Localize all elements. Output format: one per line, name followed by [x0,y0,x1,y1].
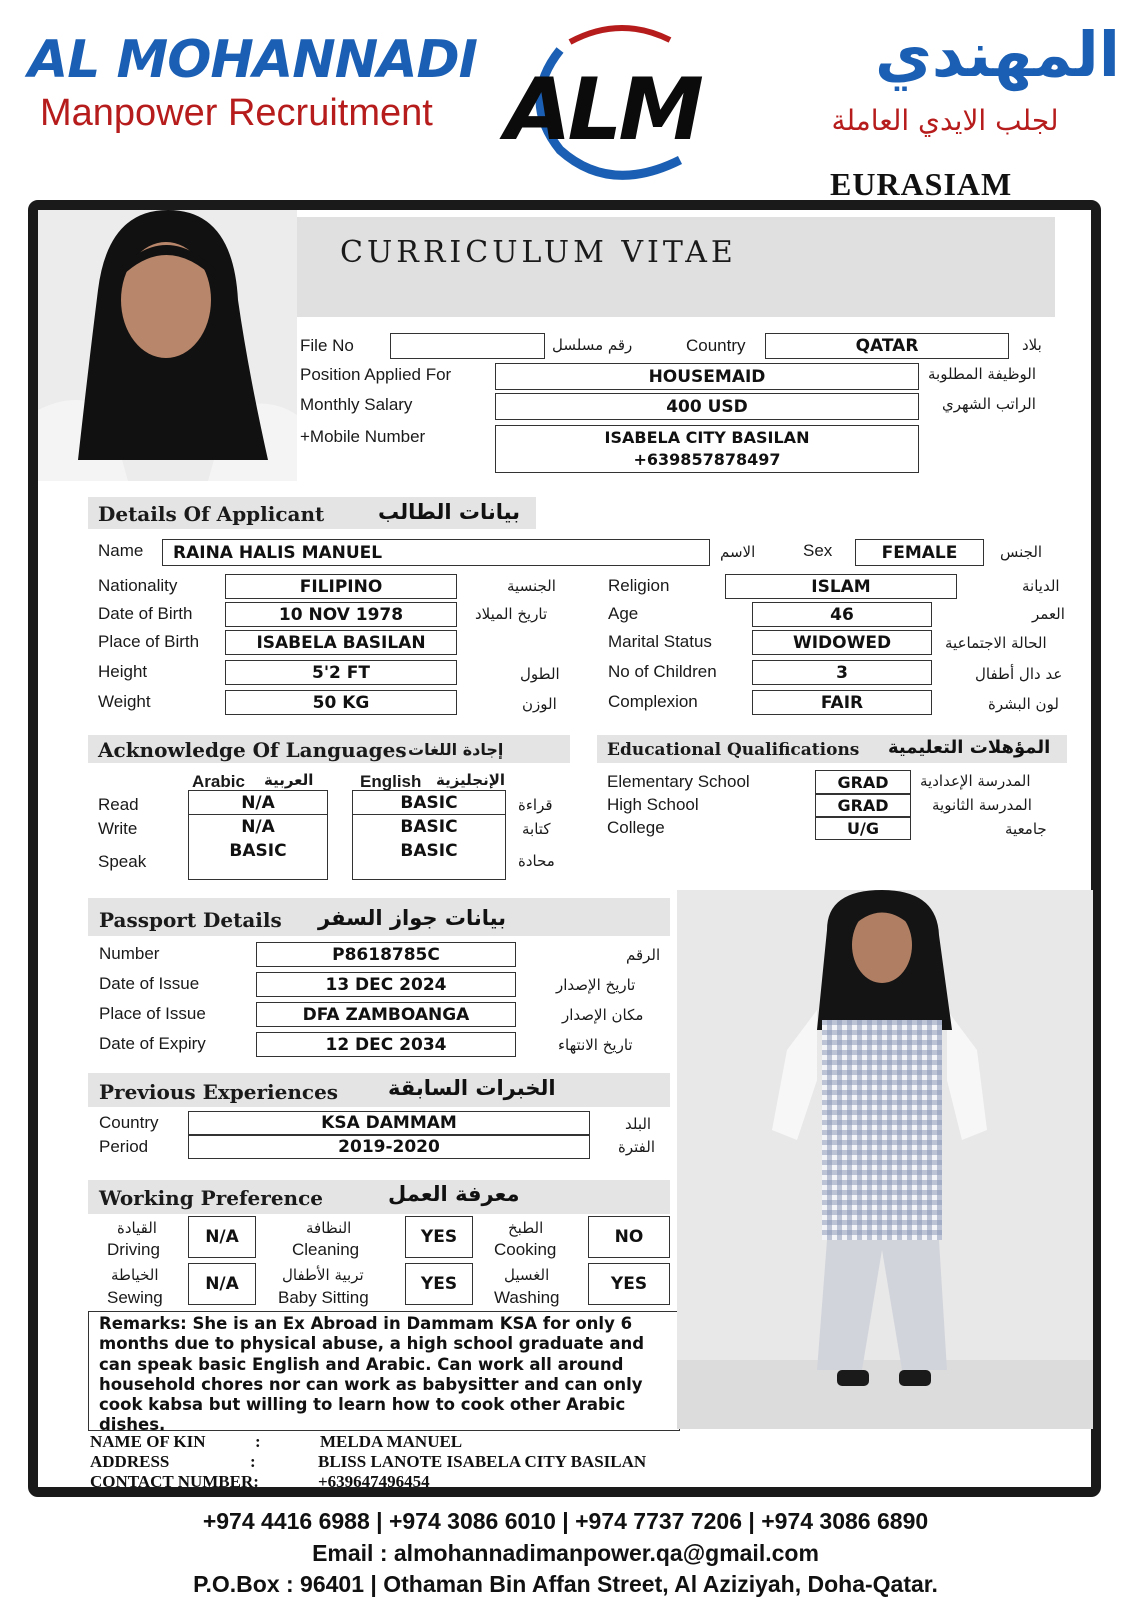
footer-phones: +974 4416 6988 | +974 3086 6010 | +974 7737 7206 | +974 3086 6890 [202,1508,929,1534]
salary-label: Monthly Salary [300,395,413,414]
driving-field: N/A [188,1216,256,1258]
write-english-value: BASIC [400,816,458,837]
exp-period-field: 2019-2020 [188,1135,590,1159]
elementary-label: Elementary School [607,772,750,791]
arabic-col-label-ar: العربية [264,771,314,789]
languages-section-title: Acknowledge Of Languages [98,738,407,762]
country-label: Country [686,336,746,355]
pob-field: ISABELA BASILAN [225,630,457,655]
mobile-field [495,425,919,473]
brand-tagline-en: Manpower Recruitment [40,92,433,134]
write-arabic-value: N/A [241,816,275,837]
write-label-ar: كتابة [522,820,551,838]
marital-field: WIDOWED [752,630,932,655]
languages-section-title-ar: إجادة اللغات [408,740,504,759]
footer-email: Email : almohannadimanpower.qa@gmail.com [312,1540,819,1566]
kin-address-value: BLISS LANOTE ISABELA CITY BASILAN [318,1452,647,1471]
brand-name-en: AL MOHANNADI [28,30,477,90]
college-label-ar: جامعية [1005,820,1047,838]
applicant-section-title: Details Of Applicant [98,502,325,526]
kin-contact-value: +639647496454 [318,1472,430,1491]
washing-label: Washing [494,1288,560,1307]
nationality-field: FILIPINO [225,574,457,599]
cleaning-label: Cleaning [292,1240,360,1259]
kin-address-label: ADDRESS [90,1452,170,1471]
sewing-label: Sewing [107,1288,163,1307]
nationality-label: Nationality [98,576,178,595]
country-field: QATAR [765,333,1009,359]
sewing-field: N/A [188,1263,256,1305]
passport-expiry-label: Date of Expiry [99,1034,206,1053]
speak-label: Speak [98,852,147,871]
cooking-field: NO [588,1216,670,1258]
mobile-line-2: +639857878497 [633,450,781,469]
education-section-title-ar: المؤهلات التعليمية [888,737,1051,758]
read-english-value: BASIC [400,792,458,813]
agency-name: EURASIAM [830,166,1013,202]
read-label: Read [98,795,139,814]
complexion-label: Complexion [608,692,698,711]
age-label-ar: العمر [1032,605,1065,623]
passport-number-label: Number [99,944,160,963]
education-section-title: Educational Qualifications [607,740,860,760]
footer-address: P.O.Box : 96401 | Othaman Bin Affan Street, Al Aziziyah, Doha-Qatar. [193,1571,938,1597]
read-label-ar: قراءة [518,796,553,814]
highschool-label: High School [607,795,699,814]
passport-place-label-ar: مكان الإصدار [562,1006,644,1024]
religion-label-ar: الديانة [1022,577,1060,595]
remarks-box: Remarks: She is an Ex Abroad in Dammam KSA for only 6 months due to physical abuse, a high school graduate and can speak basic English and Arabic. Can work all around household chores nor can work as babysitter and can only cook kabsa but willing to learn how to cook other Arabic dishes. [88,1311,680,1431]
children-label: No of Children [608,662,717,681]
nationality-label-ar: الجنسية [507,577,556,595]
position-label-ar: الوظيفة المطلوبة [928,365,1036,383]
write-label: Write [98,819,138,838]
washing-field: YES [588,1263,670,1305]
exp-country-label-ar: البلد [625,1115,652,1133]
height-label-ar: الطول [520,665,560,683]
sex-label: Sex [803,541,833,560]
cleaning-label-ar: النظافة [306,1219,352,1237]
children-label-ar: عد دال أطفال [975,665,1063,683]
sex-label-ar: الجنس [1000,543,1043,561]
highschool-field: GRAD [815,794,911,817]
experience-section-title: Previous Experiences [99,1080,339,1104]
passport-number-label-ar: الرقم [626,946,661,964]
salary-label-ar: الراتب الشهري [942,395,1036,413]
elementary-label-ar: المدرسة الإعدادية [920,772,1031,790]
speak-english-value: BASIC [400,840,458,861]
babysitting-label: Baby Sitting [278,1288,369,1307]
kin-name-label: NAME OF KIN [90,1432,206,1451]
height-field: 5'2 FT [225,660,457,685]
file-no-label-ar: رقم مسلسل [552,336,633,354]
exp-period-label: Period [99,1137,149,1156]
exp-country-label: Country [99,1113,159,1132]
kin-contact-label: CONTACT NUMBER: [90,1472,259,1491]
dob-field: 10 NOV 1978 [225,602,457,627]
complexion-field: FAIR [752,690,932,715]
speak-label-ar: محادة [518,852,555,870]
cooking-label-ar: الطبخ [508,1219,544,1237]
dob-label: Date of Birth [98,604,193,623]
name-label: Name [98,541,144,560]
sex-field: FEMALE [855,539,984,566]
exp-period-label-ar: الفترة [618,1138,655,1156]
brand-name-ar: المهندي [875,18,1120,91]
mobile-line-1: ISABELA CITY BASILAN [604,428,810,447]
read-arabic-value: N/A [241,792,275,813]
speak-arabic-value: BASIC [229,840,287,861]
passport-place-label: Place of Issue [99,1004,206,1023]
applicant-portrait-photo [38,210,297,481]
elementary-field: GRAD [815,770,911,794]
marital-label-ar: الحالة الاجتماعية [945,634,1047,652]
brand-tagline-ar: لجلب الايدي العاملة [831,104,1059,137]
kin-address-colon: : [250,1452,256,1471]
weight-label-ar: الوزن [522,695,557,713]
driving-label: Driving [107,1240,160,1259]
arabic-divider [188,814,328,815]
alm-logo-text: ALM [505,60,700,160]
preference-section-title-ar: معرفة العمل [388,1182,520,1206]
applicant-fullbody-photo [677,890,1093,1429]
passport-issue-label-ar: تاريخ الإصدار [556,976,636,994]
name-label-ar: الاسم [720,543,756,561]
driving-label-ar: القيادة [117,1219,157,1237]
college-label: College [607,818,665,837]
religion-field: ISLAM [725,574,957,599]
weight-field: 50 KG [225,690,457,715]
exp-country-field: KSA DAMMAM [188,1111,590,1135]
position-label: Position Applied For [300,365,452,384]
washing-label-ar: الغسيل [504,1266,550,1284]
highschool-label-ar: المدرسة الثانوية [932,796,1032,814]
cv-title: CURRICULUM VITAE [340,235,737,270]
babysitting-field: YES [405,1263,473,1305]
position-field: HOUSEMAID [495,363,919,390]
babysitting-label-ar: تربية الأطفال [282,1266,364,1284]
age-label: Age [608,604,639,623]
applicant-section-title-ar: بيانات الطالب [378,500,521,524]
kin-name-value: MELDA MANUEL [320,1432,463,1451]
passport-section-title-ar: بيانات جواز السفر [318,906,507,930]
salary-field: 400 USD [495,393,919,420]
experience-section-title-ar: الخبرات السابقة [388,1076,556,1100]
mobile-label: +Mobile Number [300,427,426,446]
passport-issue-label: Date of Issue [99,974,200,993]
english-col-label: English [360,772,422,791]
preference-section-title: Working Preference [99,1186,323,1210]
country-label-ar: بلاد [1022,336,1042,354]
passport-expiry-field: 12 DEC 2034 [256,1032,516,1057]
name-field: RAINA HALIS MANUEL [162,539,710,566]
file-no-label: File No [300,336,354,355]
passport-expiry-label-ar: تاريخ الانتهاء [558,1036,633,1054]
college-field: U/G [815,817,911,840]
complexion-label-ar: لون البشرة [988,695,1059,713]
passport-issue-field: 13 DEC 2024 [256,972,516,997]
pob-label: Place of Birth [98,632,200,651]
english-col-label-ar: الإنجليزية [436,771,506,789]
arabic-col-label: Arabic [192,772,245,791]
marital-label: Marital Status [608,632,712,651]
cleaning-field: YES [405,1216,473,1258]
cooking-label: Cooking [494,1240,557,1259]
dob-label-ar: تاريخ الميلاد [475,605,548,623]
kin-name-colon: : [255,1432,261,1451]
weight-label: Weight [98,692,151,711]
english-divider [352,814,506,815]
height-label: Height [98,662,148,681]
children-field: 3 [752,660,932,685]
religion-label: Religion [608,576,670,595]
passport-section-title: Passport Details [99,908,282,932]
age-field: 46 [752,602,932,627]
file-no-field [390,333,545,359]
passport-number-field: P8618785C [256,942,516,967]
passport-place-field: DFA ZAMBOANGA [256,1002,516,1027]
sewing-label-ar: الخياطة [111,1266,159,1284]
